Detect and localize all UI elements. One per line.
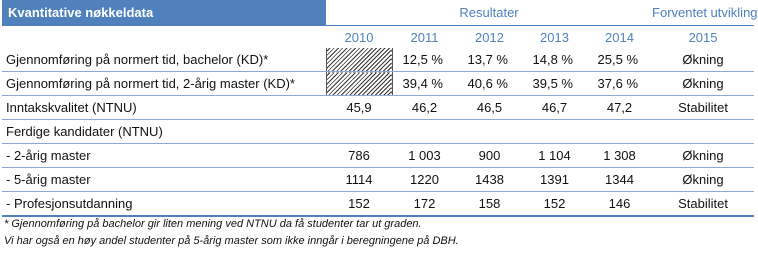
trend-value: Økning — [652, 48, 754, 72]
cell-value: 13,7 % — [457, 48, 522, 72]
cell-value: 46,5 — [457, 96, 522, 120]
trend-value: Stabilitet — [652, 192, 754, 217]
footnote-2: Vi har også en høy andel studenter på 5-årig master som ikke inngår i beregningene på DBH. — [4, 235, 459, 247]
row-label: - Profesjonsutdanning — [2, 192, 326, 217]
cell-value: 12,5 % — [392, 48, 457, 72]
table-title: Kvantitative nøkkeldata — [2, 0, 326, 26]
cell-value: 1114 — [326, 168, 392, 192]
footnote-1: * Gjennomføring på bachelor gir liten mening ved NTNU da få studenter tar ut graden. — [4, 218, 422, 230]
cell-value: 152 — [326, 192, 392, 217]
empty-cell — [522, 120, 587, 144]
year-row — [2, 26, 754, 49]
trend-value: Økning — [652, 168, 754, 192]
header-row — [2, 0, 754, 26]
trend-value: Stabilitet — [652, 96, 754, 120]
cell-value: 1 104 — [522, 144, 587, 168]
year-header: 2014 — [587, 26, 652, 49]
empty-cell — [326, 120, 392, 144]
cell-value: 158 — [457, 192, 522, 217]
cell-value: 14,8 % — [522, 48, 587, 72]
forecast-year-header: 2015 — [652, 26, 754, 49]
cell-value: 786 — [326, 144, 392, 168]
cell-value: 39,4 % — [392, 72, 457, 96]
cell-value: 146 — [587, 192, 652, 217]
cell-value: 25,5 % — [587, 48, 652, 72]
trend-value: Økning — [652, 72, 754, 96]
cell-value: 45,9 — [326, 96, 392, 120]
cell-value: 37,6 % — [587, 72, 652, 96]
table-row — [2, 72, 754, 96]
cell-value: 47,2 — [587, 96, 652, 120]
row-label: Gjennomføring på normert tid, bachelor (KD)* — [2, 48, 326, 72]
row-label: - 5-årig master — [2, 168, 326, 192]
forecast-header: Forventet utvikling — [652, 5, 758, 20]
empty-cell — [457, 120, 522, 144]
table-row — [2, 96, 754, 120]
year-header: 2010 — [326, 26, 392, 49]
cell-value: 172 — [392, 192, 457, 217]
results-header: Resultater — [459, 5, 519, 20]
table-row — [2, 192, 754, 217]
cell-value: 1438 — [457, 168, 522, 192]
year-header: 2013 — [522, 26, 587, 49]
row-label: - 2-årig master — [2, 144, 326, 168]
cell-value: 1220 — [392, 168, 457, 192]
hatched-cell — [326, 48, 392, 72]
cell-value: 1 003 — [392, 144, 457, 168]
cell-value: 900 — [457, 144, 522, 168]
empty-cell — [587, 120, 652, 144]
empty-cell — [392, 120, 457, 144]
year-header: 2011 — [392, 26, 457, 49]
key-data-table — [2, 0, 758, 217]
cell-value: 1344 — [587, 168, 652, 192]
table-row — [2, 48, 754, 72]
row-label: Inntakskvalitet (NTNU) — [2, 96, 326, 120]
year-row-blank — [2, 26, 326, 49]
cell-value: 1 308 — [587, 144, 652, 168]
hatched-cell — [326, 72, 392, 96]
cell-value: 39,5 % — [522, 72, 587, 96]
cell-value: 1391 — [522, 168, 587, 192]
table-row — [2, 168, 754, 192]
cell-value: 46,2 — [392, 96, 457, 120]
trend-value: Økning — [652, 144, 754, 168]
cell-value: 152 — [522, 192, 587, 217]
cell-value: 46,7 — [522, 96, 587, 120]
year-header: 2012 — [457, 26, 522, 49]
row-label: Ferdige kandidater (NTNU) — [2, 120, 326, 144]
empty-cell — [652, 120, 754, 144]
table-row — [2, 120, 754, 144]
row-label: Gjennomføring på normert tid, 2-årig master (KD)* — [2, 72, 326, 96]
table-row — [2, 144, 754, 168]
footnotes — [4, 216, 459, 250]
cell-value: 40,6 % — [457, 72, 522, 96]
